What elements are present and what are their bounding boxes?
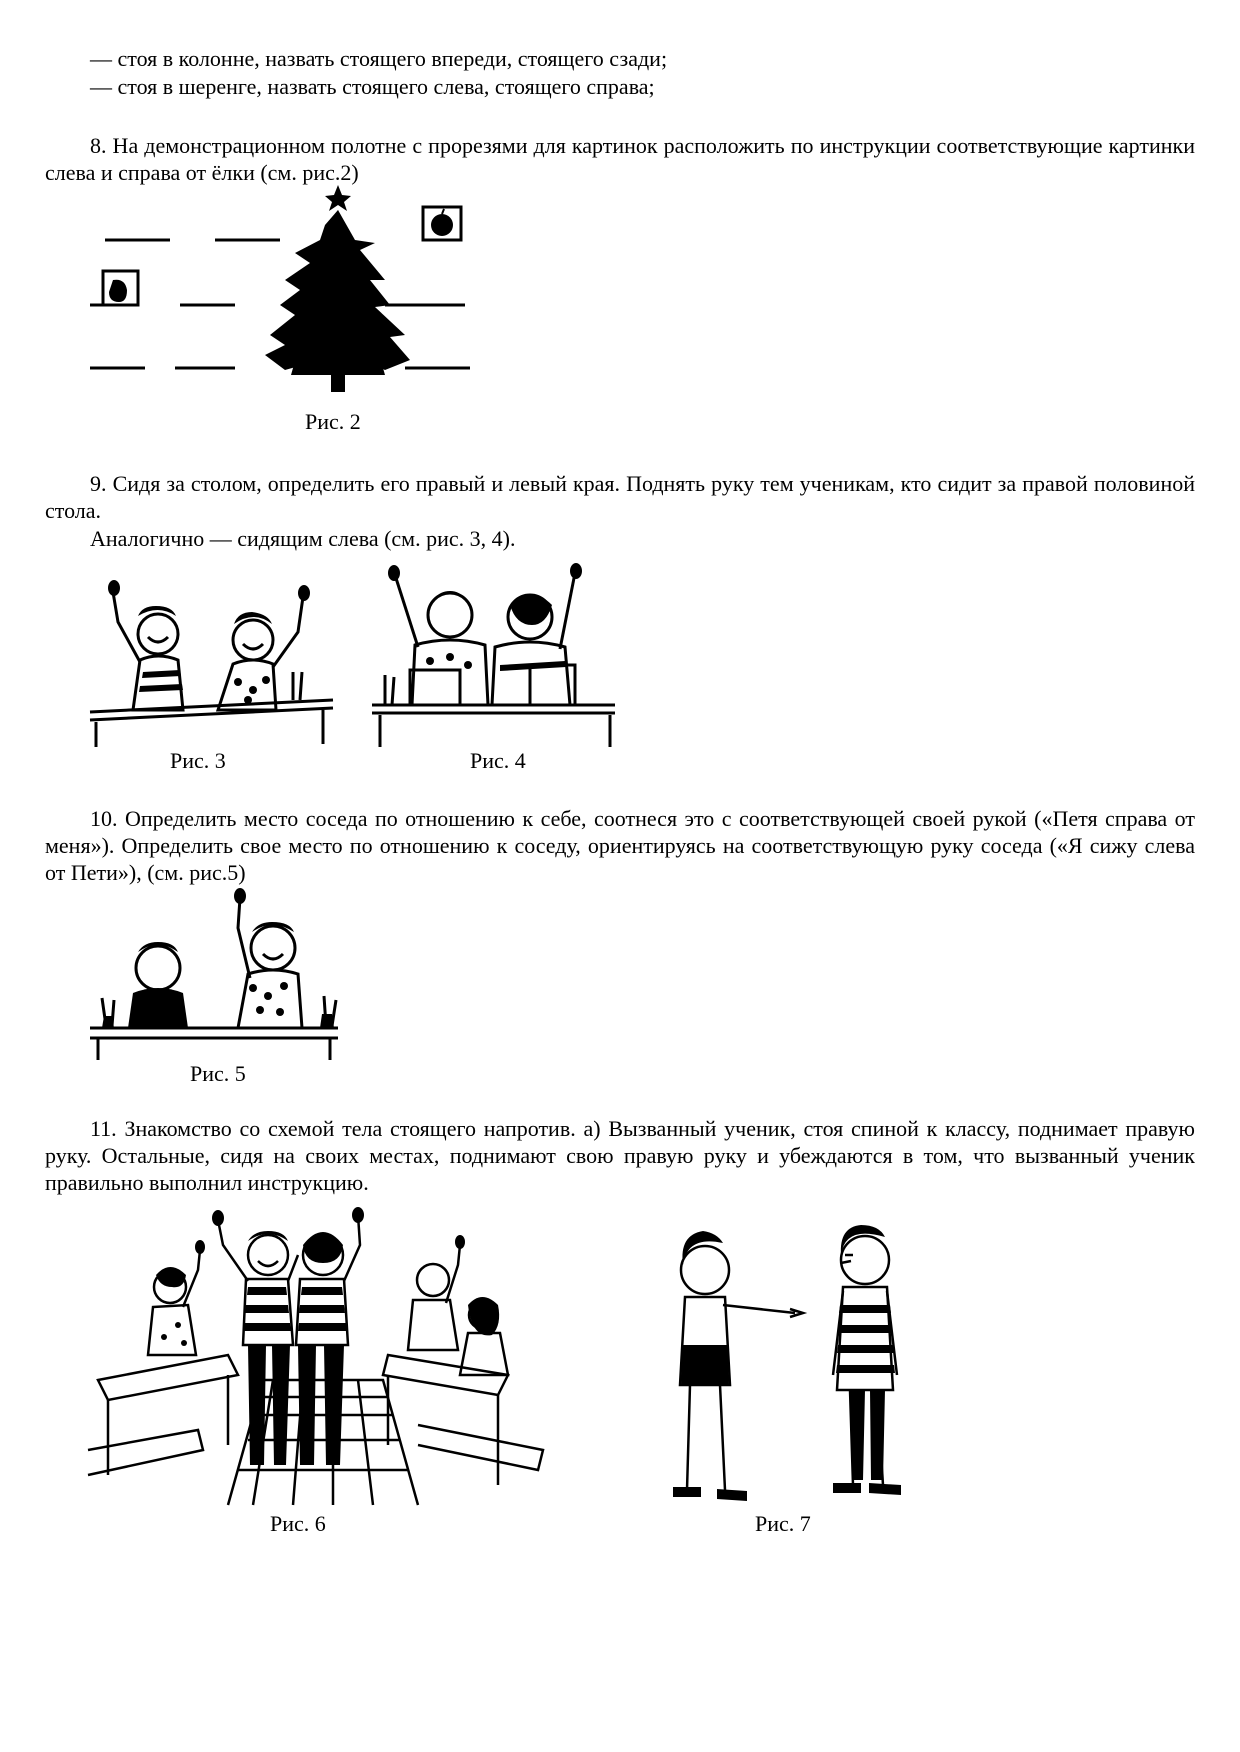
caption-figure-5: Рис. 5 <box>190 1061 246 1086</box>
paragraph-10: 10. Определить место соседа по отношению к себе, соотнеся это с соответствующей своей рукой («Петя справа от меня»). Определить свое место по отношению к соседу, ориентируясь на соответствующую руку соседа («Я сижу слева от Пети»), (см. рис.5) <box>45 806 1195 885</box>
paragraph-9-note: Аналогично — сидящим слева (см. рис. 3, 4). <box>90 526 516 551</box>
caption-figure-4: Рис. 4 <box>470 748 526 773</box>
caption-figure-6: Рис. 6 <box>270 1511 326 1536</box>
figure-2-fir-tree-board <box>85 185 485 410</box>
figure-3-pupils-raising-hands <box>88 572 343 747</box>
figure-4-pupils-from-behind <box>370 565 625 747</box>
caption-figure-3: Рис. 3 <box>170 748 226 773</box>
paragraph-9: 9. Сидя за столом, определить его правый и левый края. Поднять руку тем ученикам, кто сидит за правой половиной стола. <box>45 471 1195 523</box>
caption-figure-2: Рис. 2 <box>305 409 361 434</box>
figure-5-pupils-at-desk <box>88 888 343 1060</box>
apple-card-right <box>423 207 461 240</box>
caption-figure-7: Рис. 7 <box>755 1511 811 1536</box>
apple-card-left <box>103 271 138 305</box>
list-item-row: — стоя в шеренге, назвать стоящего слева, стоящего справа; <box>90 74 655 99</box>
fir-tree <box>265 185 410 392</box>
paragraph-11: 11. Знакомство со схемой тела стоящего напротив. а) Вызванный ученик, стоя спиной к классу, поднимает правую руку. Остальные, сидя на своих местах, поднимают свою правую руку и убеждаются в том, что вызванный ученик правильно выполнил инструкцию. <box>45 1116 1195 1195</box>
figure-7-boys-facing-each-other <box>665 1225 925 1510</box>
paragraph-8: 8. На демонстрационном полотне с прорезями для картинок расположить по инструкции соответствующие картинки слева и справа от ёлки (см. рис.2) <box>45 133 1195 185</box>
figure-6-classroom <box>88 1215 548 1510</box>
list-item-column: — стоя в колонне, назвать стоящего впереди, стоящего сзади; <box>90 46 668 71</box>
